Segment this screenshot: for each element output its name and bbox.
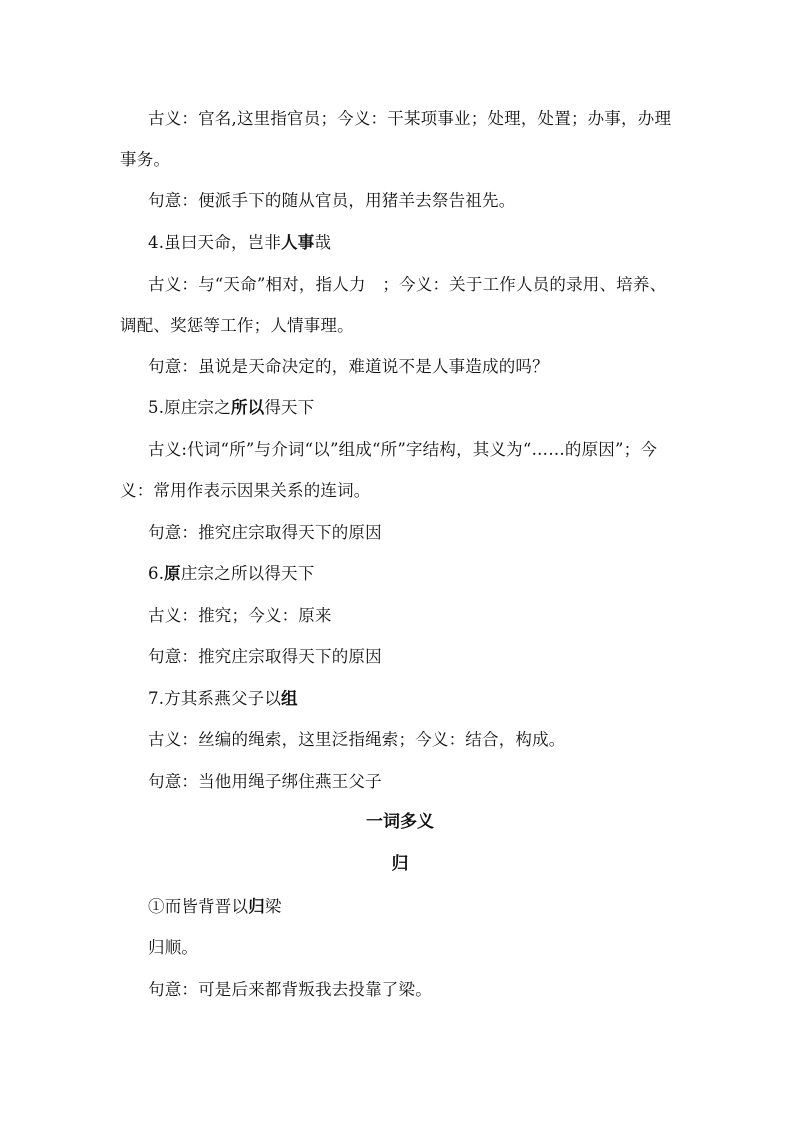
item-6-title: [120, 553, 680, 594]
paragraph-sentence-meaning-reason-1: 句意：推究庄宗取得天下的原因: [148, 523, 382, 542]
example-1-keyword: 归: [248, 897, 265, 916]
paragraph-ancient-meaning-official: 古义：官名,这里指官员；今义：干某项事业；处理，处置；办事，办理事务。: [120, 109, 672, 169]
paragraph-ancient-meaning-human-affairs: 古义：与“天命”相对，指人力 ；今义：关于工作人员的录用、培养、调配、奖惩等工作；人情事理。: [120, 275, 667, 335]
paragraph-sentence-meaning-sacrifice: 句意：便派手下的随从官员，用猪羊去祭告祖先。: [148, 191, 516, 210]
paragraph-ancient-meaning-reason: 古义:代词“所”与介词“以”组成“所”字结构，其义为“……的原因”；今义：常用作表示因果关系的连词。: [120, 440, 658, 500]
item-7-text: 7.方其系燕父子以: [148, 689, 282, 708]
item-5-text-end: 得天下: [264, 398, 315, 417]
paragraph-sentence-meaning-fate: 句意：虽说是天命决定的，难道说不是人事造成的吗？: [148, 357, 549, 376]
item-5-title: [120, 387, 680, 428]
example-1-text-end: 梁: [264, 897, 282, 916]
example-1-text: ①而皆背晋以: [148, 897, 249, 916]
item-7-title: [120, 678, 680, 719]
item-5-text: 5.原庄宗之: [148, 398, 231, 417]
item-7-keyword: 组: [281, 689, 298, 708]
item-6-text-end: 庄宗之所以得天下: [180, 564, 315, 583]
paragraph-ancient-meaning-investigate: 古义：推究；今义：原来: [148, 606, 332, 625]
item-6-keyword: 原: [164, 564, 181, 583]
example-1-title: [120, 886, 680, 927]
paragraph-sentence-meaning-reason-2: 句意：推究庄宗取得天下的原因: [148, 647, 382, 666]
item-4-title: [120, 222, 680, 263]
item-6-text: 6.: [148, 564, 165, 583]
paragraph-meaning-submit: 归顺。: [148, 938, 199, 957]
paragraph-ancient-meaning-rope: 古义：丝编的绳索，这里泛指绳索；今义：结合，构成。: [148, 730, 566, 749]
item-5-keyword: 所以: [230, 398, 265, 417]
item-4-keyword: 人事: [281, 233, 315, 252]
item-4-text: 4.虽曰天命，岂非: [148, 233, 282, 252]
paragraph-sentence-meaning-betray: 句意：可是后来都背叛我去投靠了梁。: [148, 980, 432, 999]
word-heading-gui: 归: [391, 854, 409, 874]
paragraph-sentence-meaning-bind: 句意：当他用绳子绑住燕王父子: [148, 772, 382, 791]
item-4-text-end: 哉: [314, 233, 332, 252]
section-heading-polysemy: 一词多义: [366, 812, 434, 832]
